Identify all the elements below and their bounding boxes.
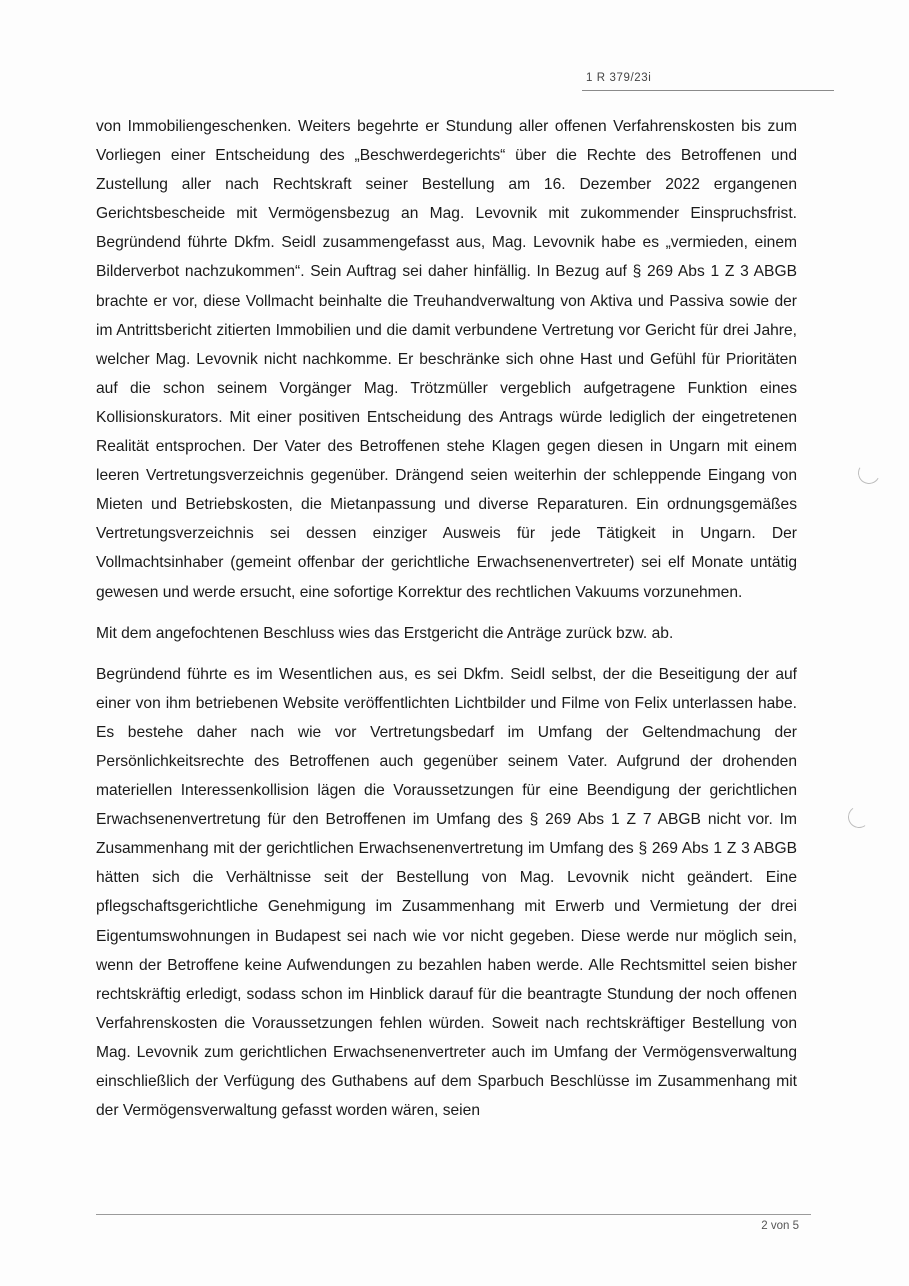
punch-hole-mark (846, 804, 871, 829)
header-divider (582, 90, 834, 91)
body-text (96, 112, 797, 1137)
case-number: 1 R 379/23i (586, 72, 652, 84)
paragraph-1: von Immobiliengeschenken. Weiters begehrte er Stundung aller offenen Verfahrenskosten bis zum Vorliegen einer Entscheidung des „Beschwerdegerichts“ über die Rechte des Betroffenen und Zustellung aller nach Rechtskraft seiner Bestellung am 16. Dezember 2022 ergangenen Gerichtsbescheide mit Vermögensbezug an Mag. Levovnik mit zukommender Einspruchsfrist. Begründend führte Dkfm. Seidl zusammengefasst aus, Mag. Levovnik habe es „vermieden, einem Bilderverbot nachzukommen“. Sein Auftrag sei daher hinfällig. In Bezug auf § 269 Abs 1 Z 3 ABGB brachte er vor, diese Vollmacht beinhalte die Treuhandverwaltung von Aktiva und Passiva sowie der im Antrittsbericht zitierten Immobilien und die damit verbundene Vertretung vor Gericht für drei Jahre, welcher Mag. Levovnik nicht nachkomme. Er beschränke sich ohne Hast und Gefühl für Prioritäten auf die schon seinem Vorgänger Mag. Trötzmüller vergeblich aufgetragene Funktion eines Kollisionskurators. Mit einer positiven Entscheidung des Antrags würde lediglich der eingetretenen Realität entsprochen. Der Vater des Betroffenen stehe Klagen gegen diesen in Ungarn mit einem leeren Vertretungsverzeichnis gegenüber. Drängend seien weiterhin der schleppende Eingang von Mieten und Betriebskosten, die Mietanpassung und diverse Reparaturen. Ein ordnungsgemäßes Vertretungsverzeichnis sei dessen einziger Ausweis für jede Tätigkeit in Ungarn. Der Vollmachtsinhaber (gemeint offenbar der gerichtliche Erwachsenenvertreter) sei elf Monate untätig gewesen und werde ersucht, eine sofortige Korrektur des rechtlichen Vakuums vorzunehmen. (96, 118, 797, 601)
page-number: 2 von 5 (761, 1220, 799, 1232)
paragraph-2: Mit dem angefochtenen Beschluss wies das Erstgericht die Anträge zurück bzw. ab. (96, 624, 674, 642)
footer-divider (96, 1214, 811, 1215)
paragraph-3: Begründend führte es im Wesentlichen aus, es sei Dkfm. Seidl selbst, der die Beseitigung der auf einer von ihm betriebenen Website veröffentlichten Lichtbilder und Filme von Felix unterlassen habe. Es bestehe daher nach wie vor Vertretungsbedarf im Umfang der Geltendmachung der Persönlichkeitsrechte des Betroffenen auch gegenüber seinem Vater. Aufgrund der drohenden materiellen Interessenkollision lägen die Voraussetzungen für eine Beendigung der gerichtlichen Erwachsenenvertretung für den Betroffenen im Umfang des § 269 Abs 1 Z 7 ABGB nicht vor. Im Zusammenhang mit der gerichtlichen Erwachsenenvertretung im Umfang des § 269 Abs 1 Z 3 ABGB hätten sich die Verhältnisse seit der Bestellung von Mag. Levovnik nicht geändert. Eine pflegschaftsgerichtliche Genehmigung im Zusammenhang mit Erwerb und Vermietung der drei Eigentumswohnungen in Budapest sei nach wie vor nicht gegeben. Diese werde nur möglich sein, wenn der Betroffene keine Aufwendungen zu bezahlen haben werde. Alle Rechtsmittel seien bisher rechtskräftig erledigt, sodass schon im Hinblick darauf für die beantragte Stundung der noch offenen Verfahrenskosten die Voraussetzungen fehlen würden. Soweit nach rechtskräftiger Bestellung von Mag. Levovnik zum gerichtlichen Erwachsenenvertreter auch im Umfang der Vermögensverwaltung einschließlich der Verfügung des Guthabens auf dem Sparbuch Beschlüsse im Zusammenhang mit der Vermögensverwaltung gefasst worden wären, seien (96, 665, 797, 1120)
punch-hole-mark (856, 460, 883, 487)
